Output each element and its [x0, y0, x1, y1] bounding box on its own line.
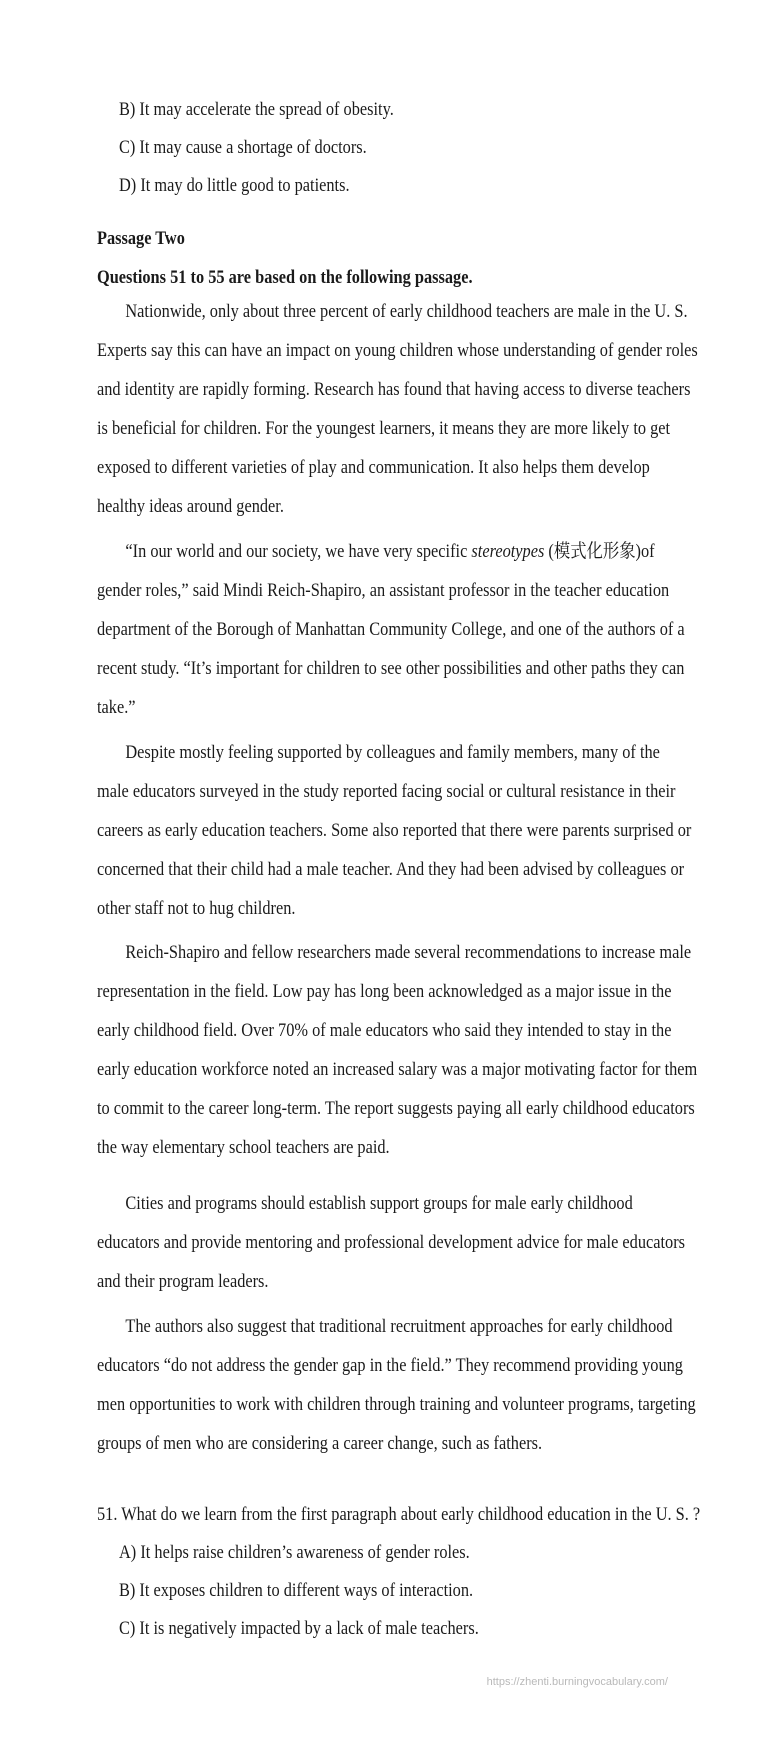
paragraph-line: take.”	[97, 697, 136, 718]
paragraph-line: to commit to the career long-term. The report suggests paying all early childhood educators	[97, 1098, 695, 1119]
paragraph-line: educators and provide mentoring and professional development advice for male educators	[97, 1232, 686, 1253]
prev-option-c: C) It may cause a shortage of doctors.	[119, 137, 367, 158]
paragraph-line: The authors also suggest that traditional recruitment approaches for early childhood	[125, 1316, 673, 1337]
italic-term: stereotypes	[471, 541, 545, 562]
paragraph-line: the way elementary school teachers are paid.	[97, 1137, 390, 1158]
paragraph-line: gender roles,” said Mindi Reich-Shapiro, an assistant professor in the teacher education	[97, 580, 670, 601]
paragraph-line: groups of men who are considering a career change, such as fathers.	[97, 1433, 543, 1454]
paragraph-line: Nationwide, only about three percent of early childhood teachers are male in the U. S.	[125, 301, 688, 322]
question-option-b: B) It exposes children to different ways of interaction.	[119, 1580, 474, 1601]
paragraph-line: and their program leaders.	[97, 1271, 269, 1292]
paragraph-3	[97, 733, 692, 928]
paragraph-4	[97, 933, 698, 1167]
paragraph-line: men opportunities to work with children through training and volunteer programs, targeting	[97, 1394, 696, 1415]
paragraph-line: department of the Borough of Manhattan Community College, and one of the authors of a	[97, 619, 685, 640]
prev-option-d: D) It may do little good to patients.	[119, 175, 350, 196]
paragraph-line: Reich-Shapiro and fellow researchers made several recommendations to increase male	[125, 942, 692, 963]
paragraph-line: and identity are rapidly forming. Research has found that having access to diverse teachers	[97, 379, 691, 400]
paragraph-line: healthy ideas around gender.	[97, 496, 284, 517]
paragraph-line: exposed to different varieties of play and communication. It also helps them develop	[97, 457, 650, 478]
question-option-c: C) It is negatively impacted by a lack of male teachers.	[119, 1618, 479, 1639]
passage-title: Passage Two	[97, 228, 185, 249]
paragraph-line: “In our world and our society, we have very specific stereotypes (模式化形象)of	[125, 541, 655, 562]
prev-option-b: B) It may accelerate the spread of obesity.	[119, 99, 394, 120]
paragraph-line: Experts say this can have an impact on young children whose understanding of gender roles	[97, 340, 698, 361]
paragraph-line: careers as early education teachers. Some also reported that there were parents surprised or	[97, 820, 692, 841]
paragraph-line: other staff not to hug children.	[97, 898, 296, 919]
paragraph-2	[97, 532, 685, 727]
paragraph-6	[97, 1307, 696, 1463]
paragraph-line: Despite mostly feeling supported by colleagues and family members, many of the	[125, 742, 660, 763]
paragraph-line: Cities and programs should establish support groups for male early childhood	[125, 1193, 633, 1214]
paragraph-5	[97, 1184, 686, 1301]
paragraph-line: early childhood field. Over 70% of male educators who said they intended to stay in the	[97, 1020, 672, 1041]
paragraph-line: early education workforce noted an increased salary was a major motivating factor for them	[97, 1059, 698, 1080]
passage-instruction: Questions 51 to 55 are based on the following passage.	[97, 267, 473, 288]
paragraph-line: recent study. “It’s important for children to see other possibilities and other paths they can	[97, 658, 685, 679]
paragraph-line: educators “do not address the gender gap in the field.” They recommend providing young	[97, 1355, 683, 1376]
paragraph-1	[97, 292, 698, 526]
paragraph-line: concerned that their child had a male teacher. And they had been advised by colleagues or	[97, 859, 685, 880]
question-option-a: A) It helps raise children’s awareness of gender roles.	[119, 1542, 470, 1563]
question-stem: 51. What do we learn from the first paragraph about early childhood education in the U. S. ?	[97, 1504, 701, 1525]
footer-url: https://zhenti.burningvocabulary.com/	[486, 1676, 668, 1688]
paragraph-line: representation in the field. Low pay has long been acknowledged as a major issue in the	[97, 981, 672, 1002]
paragraph-line: is beneficial for children. For the youngest learners, it means they are more likely to get	[97, 418, 671, 439]
paragraph-line: male educators surveyed in the study reported facing social or cultural resistance in their	[97, 781, 676, 802]
